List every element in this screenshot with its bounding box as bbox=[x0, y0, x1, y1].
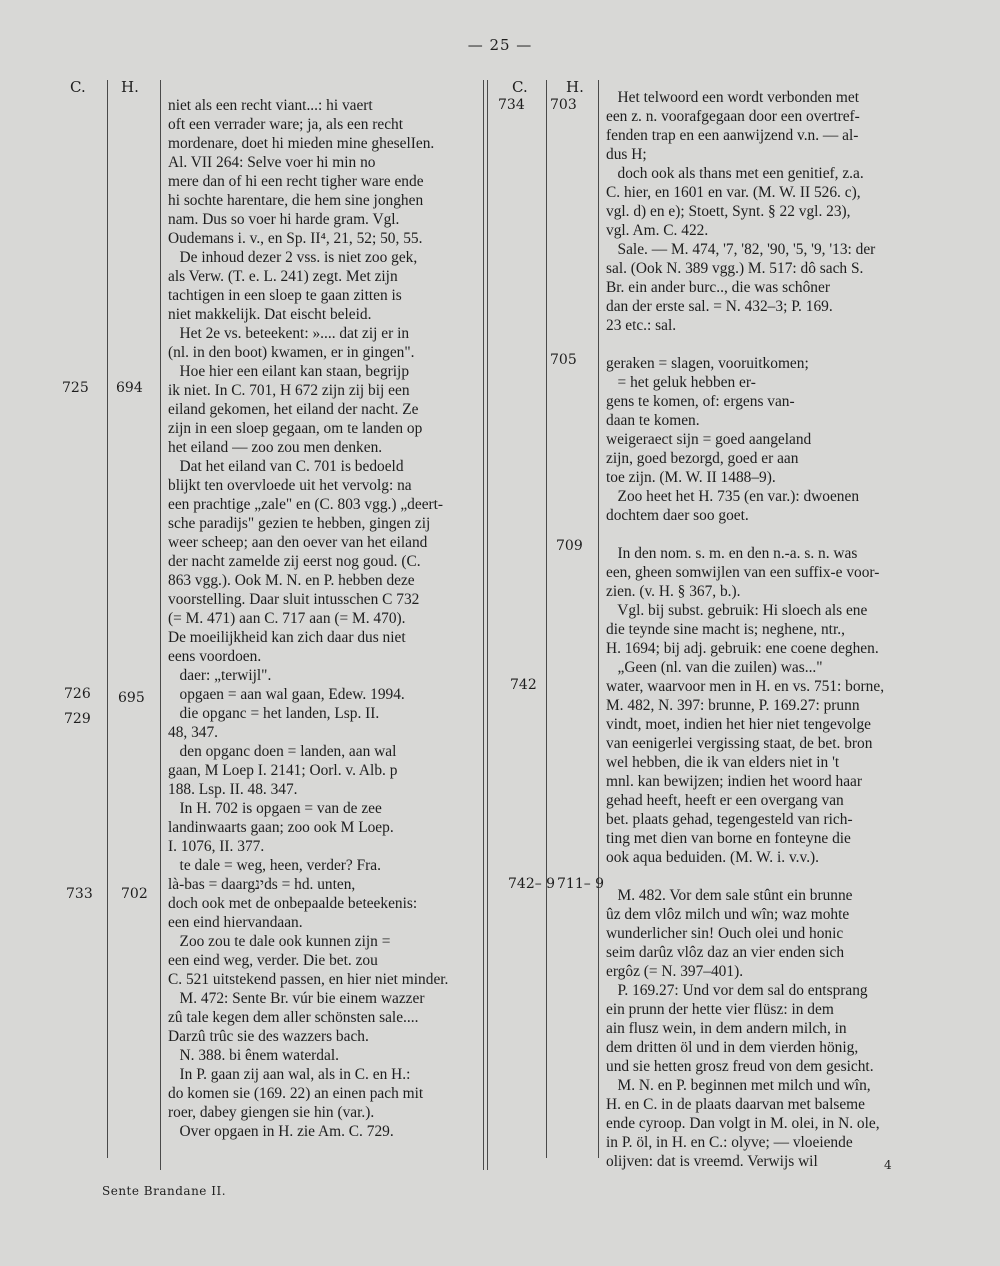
page-number: — 25 — bbox=[467, 36, 533, 54]
margin-number: 742 bbox=[510, 677, 537, 693]
margin-number: 703 bbox=[550, 97, 577, 113]
margin-number: 711– 9 bbox=[557, 876, 605, 892]
margin-number: 725 bbox=[62, 380, 89, 396]
margin-number: 726 bbox=[64, 686, 91, 702]
left-column-header-c: C. bbox=[70, 78, 86, 96]
margin-number: 734 bbox=[498, 97, 525, 113]
right-column-text: Het telwoord een wordt verbonden met een z. n. voorafgegaan door een overtref- fenden trap en een aanwijzend v.n. — al- dus H; doch ook als thans met een genitief, z.a. C. hier, en 1601 en var. (M. W. II 526. c), vgl. d) en e); Stoett, Synt. § 22 vgl. 23), vgl. Am. C. 422. Sale. — M. 474, '7, '82, '90, '5, '9, '13: der sal. (Ook N. 389 vgg.) M. 517: dô sach S. Br. ein ander burc.., die was schôner dan der erste sal. = N. 432–3; P. 169. 23 etc.: sal. geraken = slagen, vooruitkomen; = het geluk hebben er- gens te komen, of: ergens van- daan te komen. weigeraect sijn = goed aangeland zijn, goed bezorgd, goed er aan toe zijn. (M. W. II 1488–9). Zoo heet het H. 735 (en var.): dwoenen dochtem daer soo goet. In den nom. s. m. en den n.-a. s. n. was een, gheen somwijlen van een suffix-e voor- zien. (v. H. § 367, b.). Vgl. bij subst. gebruik: Hi sloech als ene die teynde sine macht is; neghene, ntr., H. 1694; bij adj. gebruik: ene coene deghen. „Geen (nl. van die zuilen) was..." water, waarvoor men in H. en vs. 751: borne, M. 482, N. 397: brunne, P. 169.27: prunn vindt, moet, indien het hier niet tengevolge van eenigerlei vergissing staat, de bet. bron wel hebben, die ik van elders niet in 't mnl. kan bewijzen; indien het woord haar gehad heeft, heeft er een overgang van bet. plaats gehad, tegengesteld van rich- ting met dien van borne en fonteyne die ook aqua beduiden. (M. W. i. v.v.). M. 482. Vor dem sale stûnt ein brunne ûz dem vlôz milch und wîn; waz mohte wunderlicher sin! Ouch olei und honic seim darûz vlôz daz an vier enden sich ergôz (= N. 397–401). P. 169.27: Und vor dem sal do entsprang ein prunn der hette vier flüsz: in dem ain flusz wein, in dem andern milch, in dem dritten öl und in dem vierden hönig, und sie hetten grosz freud von dem gesicht. M. N. en P. beginnen met milch und wîn, H. en C. in de plaats daarvan met balseme ende cyroop. Dan volgt in M. olei, in N. ole, in P. öl, in H. en C.: olyve; — vloeiende olijven: dat is vreemd. Verwijs wil bbox=[606, 89, 885, 1170]
center-divider-1 bbox=[483, 80, 484, 1170]
left-column-text: niet als een recht viant...: hi vaert oft een verrader ware; ja, als een recht mordenare, doet hi mieden mine gheselIen. Al. VII 264: Selve voer hi min no mere dan of hi een recht tigher ware ende hi sochte harentare, die hem sine jonghen nam. Dus so voer hi harde gram. Vgl. Oudemans i. v., en Sp. II⁴, 21, 52; 50, 55. De inhoud dezer 2 vss. is niet zoo gek, als Verw. (T. e. L. 241) zegt. Met zijn tachtigen in een sloep te gaan zitten is niet makkelijk. Dat eischt beleid. Het 2e vs. beteekent: ».... dat zij er in (nl. in den boot) kwamen, er in gingen". Hoe hier een eilant kan staan, begrijp ik niet. In C. 701, H 672 zijn zij bij een eiland gekomen, het eiland der nacht. Ze zijn in een sloep gegaan, om te landen op het eiland — zoo zou men denken. Dat het eiland van C. 701 is bedoeld blijkt ten overvloede uit het vervolg: na een prachtige „zale" en (C. 803 vgg.) „deert- sche paradijs" gezien te hebben, gingen zij weer scheep; aan den oever van het eiland der nacht zamelde zij eerst nog goud. (C. 863 vgg.). Ook M. N. en P. hebben deze voorstelling. Daar sluit intusschen C 732 (= M. 471) aan C. 717 aan (= M. 470). De moeilijkheid kan zich daar dus niet eens voordoen. daer: „terwijl". opgaen = aan wal gaan, Edew. 1994. die opganc = het landen, Lsp. II. 48, 347. den opganc doen = landen, aan wal gaan, M Loep I. 2141; Oorl. v. Alb. p 188. Lsp. II. 48. 347. In H. 702 is opgaen = van de zee landinwaarts gaan; zoo ook M Loep. I. 1076, II. 377. te dale = weg, heen, verder? Fra. là-bas = daargינds = hd. unten, doch ook met de onbepaalde beteekenis: een eind hiervandaan. Zoo zou te dale ook kunnen zijn = een eind weg, verder. Die bet. zou C. 521 uitstekend passen, en hier niet minder. M. 472: Sente Br. vúr bie einem wazzer zû tale kegen dem aller schönsten sale.... Darzû trûc sie des wazzers bach. N. 388. bi ênem waterdal. In P. gaan zij aan wal, als in C. en H.: do komen sie (169. 22) an einen pach mit roer, dabey giengen sie hin (var.). Over opgaen in H. zie Am. C. 729. bbox=[168, 97, 449, 1140]
right-column-header-c: C. bbox=[512, 78, 528, 96]
right-column-header-h: H. bbox=[566, 78, 584, 96]
right-text-divider bbox=[598, 80, 599, 1158]
margin-number: 709 bbox=[556, 538, 583, 554]
margin-number: 702 bbox=[121, 886, 148, 902]
left-margin-divider bbox=[107, 80, 108, 1158]
left-text-divider bbox=[160, 80, 161, 1170]
center-divider-2 bbox=[487, 80, 488, 1170]
margin-number: 733 bbox=[66, 886, 93, 902]
margin-number: 695 bbox=[118, 690, 145, 706]
margin-number: 705 bbox=[550, 352, 577, 368]
margin-number: 729 bbox=[64, 711, 91, 727]
footer-running-title: Sente Brandane II. bbox=[102, 1184, 227, 1198]
right-margin-divider bbox=[546, 80, 547, 1158]
signature-mark: 4 bbox=[884, 1158, 892, 1172]
margin-number: 694 bbox=[116, 380, 143, 396]
left-column-header-h: H. bbox=[121, 78, 139, 96]
margin-number: 742– 9 bbox=[508, 876, 556, 892]
